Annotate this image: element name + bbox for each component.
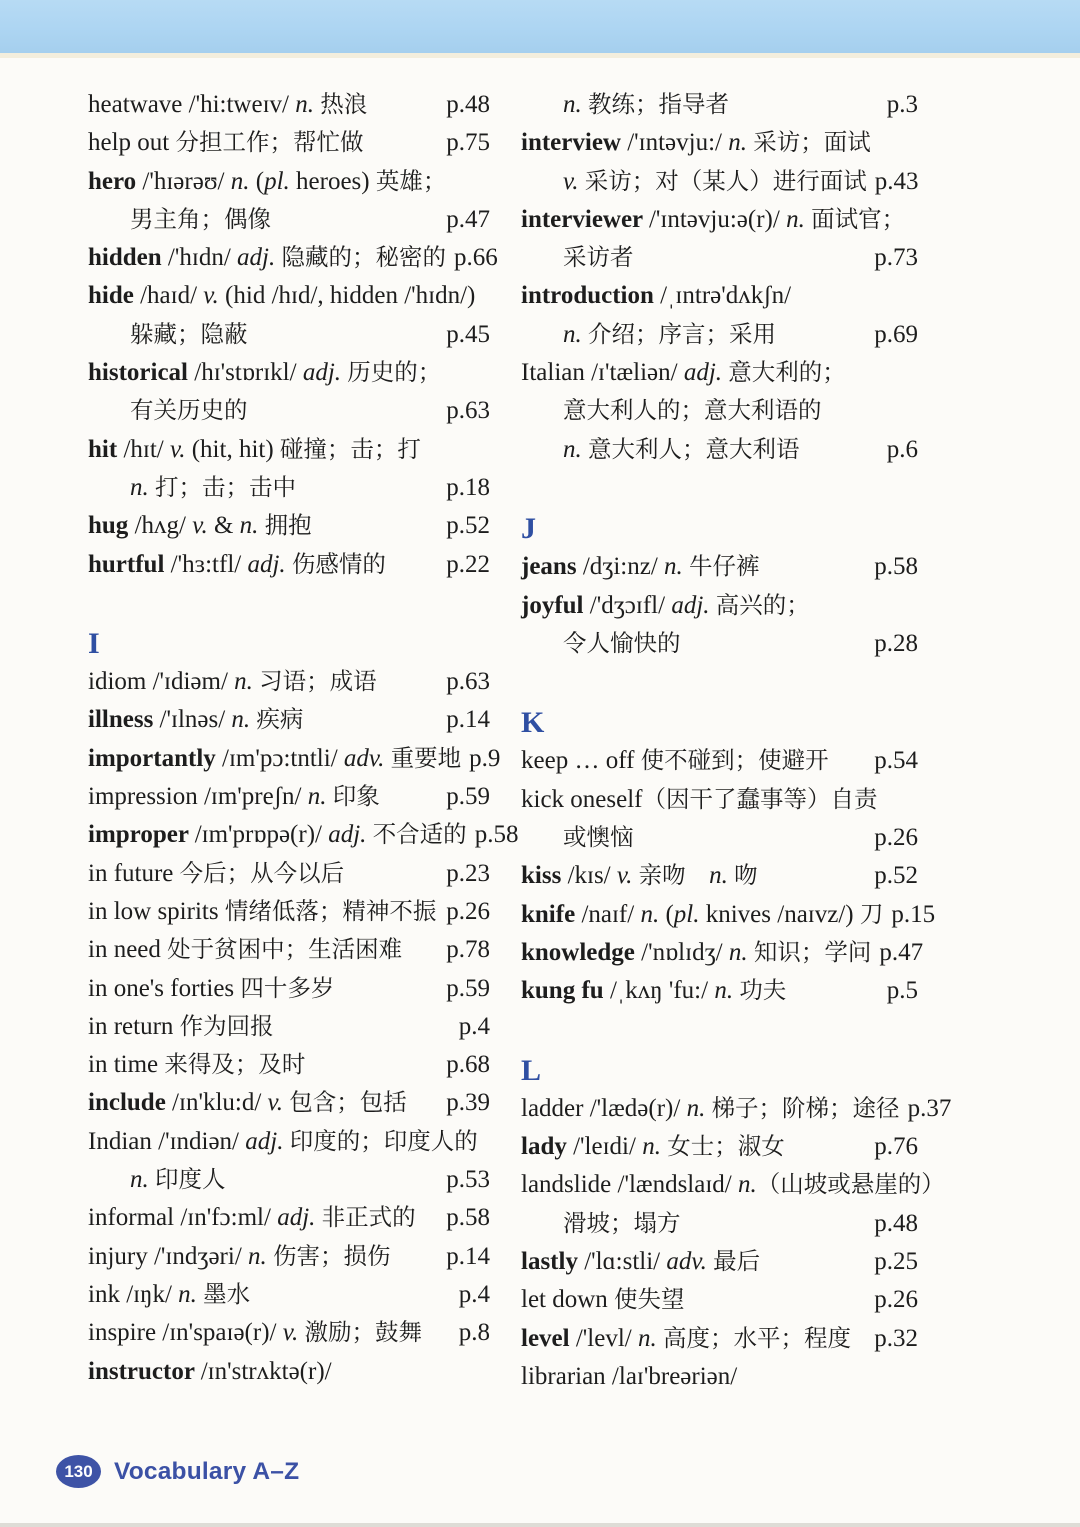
vocab-entry bbox=[521, 1358, 918, 1396]
entry-line bbox=[521, 857, 918, 895]
entry-line bbox=[521, 277, 918, 315]
page-ref: p.52 bbox=[874, 862, 918, 890]
entry-line bbox=[521, 354, 918, 392]
vocab-entry bbox=[521, 201, 918, 278]
section-heading-J: J bbox=[521, 511, 536, 545]
entry-text: instructor /ɪn'strʌktə(r)/ bbox=[88, 1357, 332, 1385]
entry-line bbox=[521, 1320, 918, 1358]
entry-line bbox=[521, 781, 918, 819]
entry-line bbox=[521, 163, 918, 201]
vocab-section-L bbox=[521, 1052, 952, 1397]
page-ref: p.73 bbox=[874, 244, 918, 272]
entry-line bbox=[521, 124, 918, 162]
page-ref: p.76 bbox=[874, 1133, 918, 1161]
page-ref: p.48 bbox=[446, 91, 490, 118]
page-ref: p.58 bbox=[446, 1204, 490, 1232]
vocab-entry bbox=[88, 239, 498, 277]
entry-text: v. 采访；对（某人）进行面试 bbox=[563, 167, 867, 195]
entry-line bbox=[521, 587, 918, 625]
page-ref: p.66 bbox=[453, 244, 498, 272]
entry-text: landslide /'lændslaɪd/ n.（山坡或悬崖的） bbox=[521, 1171, 945, 1199]
entry-line bbox=[88, 1084, 490, 1122]
entry-text: idiom /'ɪdiəm/ n. 习语；成语 bbox=[88, 668, 377, 696]
vocab-entry bbox=[88, 546, 490, 584]
entry-line bbox=[521, 548, 918, 586]
entry-line bbox=[88, 1123, 490, 1161]
entry-text: 滑坡；塌方 bbox=[563, 1210, 681, 1237]
entry-text: n. 介绍；序言；采用 bbox=[563, 320, 776, 348]
page-ref: p.4 bbox=[458, 1280, 490, 1308]
page-ref: p.53 bbox=[446, 1166, 490, 1194]
vocab-entry bbox=[88, 1046, 490, 1084]
entry-text: knowledge /'nɒlɪdʒ/ n. 知识；学问 bbox=[521, 938, 872, 966]
vocab-entry bbox=[521, 354, 918, 469]
entry-text: n. 印度人 bbox=[130, 1166, 226, 1194]
vocab-entry bbox=[88, 124, 490, 162]
entry-line bbox=[521, 431, 918, 469]
vocab-section-I bbox=[88, 625, 519, 1391]
section-heading-K: K bbox=[521, 706, 545, 740]
entry-text: knife /naɪf/ n. (pl. knives /naɪvz/) 刀 bbox=[521, 900, 884, 928]
page-ref: p.15 bbox=[891, 900, 936, 928]
entry-text: ladder /'lædə(r)/ n. 梯子；阶梯；途径 bbox=[521, 1094, 900, 1122]
right-column bbox=[521, 86, 952, 1396]
entry-line bbox=[521, 1358, 918, 1396]
entry-line bbox=[521, 86, 918, 124]
vocab-entry bbox=[521, 1166, 945, 1243]
entry-text: lastly /'lɑ:stli/ adv. 最后 bbox=[521, 1248, 761, 1276]
entry-line bbox=[88, 277, 490, 315]
vocab-entry bbox=[521, 896, 936, 934]
entry-text: include /ɪn'klu:d/ v. 包含；包括 bbox=[88, 1089, 407, 1117]
entry-line bbox=[88, 1353, 490, 1391]
entry-text: importantly /ɪm'pɔ:tntli/ adv. 重要地 bbox=[88, 744, 462, 772]
vocab-entry bbox=[521, 124, 918, 201]
page-ref: p.54 bbox=[874, 747, 918, 775]
entry-text: lady /'leɪdi/ n. 女士；淑女 bbox=[521, 1133, 785, 1161]
vocab-entry bbox=[88, 1276, 490, 1314]
entry-line bbox=[521, 239, 918, 277]
entry-line bbox=[521, 1243, 918, 1281]
entry-text: level /'levl/ n. 高度；水平；程度 bbox=[521, 1324, 851, 1352]
entry-line bbox=[88, 816, 519, 854]
page-ref: p.52 bbox=[446, 512, 490, 540]
page-top-band bbox=[0, 0, 1080, 58]
vocab-entry bbox=[88, 663, 490, 701]
entry-line bbox=[521, 972, 918, 1010]
vocab-section bbox=[88, 86, 498, 584]
entry-line bbox=[88, 507, 490, 545]
vocab-entry bbox=[521, 1128, 918, 1166]
entry-text: in low spirits 情绪低落；精神不振 bbox=[88, 897, 437, 925]
vocab-entry bbox=[88, 1199, 490, 1237]
vocab-entry bbox=[88, 778, 490, 816]
vocab-entry bbox=[88, 970, 490, 1008]
entry-text: n. 意大利人；意大利语 bbox=[563, 435, 800, 463]
vocab-entry bbox=[88, 1123, 490, 1200]
entry-text: hide /haɪd/ v. (hid /hɪd/, hidden /'hɪdn/) bbox=[88, 282, 476, 310]
entry-text: hurtful /'hɜ:tfl/ adj. 伤感情的 bbox=[88, 550, 386, 578]
entry-text: impression /ɪm'preʃn/ n. 印象 bbox=[88, 783, 380, 811]
entry-line bbox=[521, 1166, 945, 1204]
page-ref: p.3 bbox=[886, 91, 918, 118]
entry-line bbox=[88, 431, 490, 469]
vocab-entry bbox=[88, 701, 490, 739]
vocab-entry bbox=[521, 86, 918, 124]
vocab-entry bbox=[521, 1243, 918, 1281]
vocab-entry bbox=[521, 934, 924, 972]
entry-text: 或懊恼 bbox=[563, 825, 634, 852]
entry-text: in one's forties 四十多岁 bbox=[88, 974, 335, 1002]
entry-line bbox=[88, 740, 501, 778]
page-ref: p.45 bbox=[446, 320, 490, 348]
page-ref: p.63 bbox=[446, 397, 490, 425]
entry-text: ink /ɪŋk/ n. 墨水 bbox=[88, 1280, 251, 1308]
entry-text: in future 今后；从今以后 bbox=[88, 859, 345, 887]
entry-text: heatwave /'hi:tweɪv/ n. 热浪 bbox=[88, 91, 368, 118]
entry-text: illness /'ɪlnəs/ n. 疾病 bbox=[88, 706, 304, 734]
entry-text: interview /'ɪntəvju:/ n. 采访；面试 bbox=[521, 129, 871, 157]
page-ref: p.63 bbox=[446, 668, 490, 696]
entry-line bbox=[521, 1205, 918, 1243]
page-ref: p.37 bbox=[907, 1094, 952, 1122]
entry-line bbox=[88, 663, 490, 701]
page-ref: p.47 bbox=[446, 205, 490, 233]
page-ref: p.26 bbox=[446, 897, 490, 925]
entry-text: help out 分担工作；帮忙做 bbox=[88, 129, 364, 157]
page-ref: p.26 bbox=[874, 824, 918, 852]
page-bottom-edge bbox=[0, 1523, 1080, 1527]
vocab-entry bbox=[88, 931, 490, 969]
entry-line bbox=[88, 354, 490, 392]
entry-text: 采访者 bbox=[563, 245, 634, 272]
entry-text: Indian /'ɪndiən/ adj. 印度的；印度人的 bbox=[88, 1127, 478, 1155]
page-ref: p.28 bbox=[874, 629, 918, 657]
entry-line bbox=[88, 893, 490, 931]
entry-text: interviewer /'ɪntəvju:ə(r)/ n. 面试官； bbox=[521, 205, 906, 233]
entry-line bbox=[88, 1046, 490, 1084]
page-ref: p.68 bbox=[446, 1051, 490, 1079]
left-column bbox=[88, 86, 519, 1396]
entry-text: jeans /dʒi:nz/ n. 牛仔裤 bbox=[521, 553, 760, 581]
vocab-entry bbox=[88, 740, 501, 778]
page-ref: p.69 bbox=[874, 320, 918, 348]
page-ref: p.59 bbox=[446, 974, 490, 1002]
vocab-entry bbox=[521, 1320, 918, 1358]
entry-text: 有关历史的 bbox=[130, 398, 248, 425]
entry-text: librarian /laɪ'breəriən/ bbox=[521, 1362, 738, 1390]
vocab-section-J bbox=[521, 510, 918, 663]
entry-line bbox=[521, 896, 936, 934]
entry-text: kung fu /ˌkʌŋ 'fu:/ n. 功夫 bbox=[521, 977, 787, 1005]
vocab-entry bbox=[88, 1008, 490, 1046]
entry-line bbox=[88, 1276, 490, 1314]
entry-line bbox=[88, 239, 498, 277]
vocab-entry bbox=[88, 1314, 490, 1352]
entry-text: n. 教练；指导者 bbox=[563, 91, 729, 118]
page-ref: p.5 bbox=[886, 977, 918, 1005]
entry-line bbox=[88, 546, 490, 584]
entry-text: in return 作为回报 bbox=[88, 1012, 274, 1040]
entry-text: kick oneself（因干了蠢事等）自责 bbox=[521, 785, 878, 813]
entry-line bbox=[88, 1008, 490, 1046]
page-footer bbox=[56, 1455, 299, 1488]
vocab-section bbox=[521, 86, 918, 469]
vocab-entry bbox=[521, 1090, 952, 1128]
page-ref: p.8 bbox=[458, 1319, 490, 1347]
vocab-entry bbox=[88, 354, 490, 431]
section-heading-L: L bbox=[521, 1053, 542, 1087]
entry-text: hit /hɪt/ v. (hit, hit) 碰撞；击；打 bbox=[88, 435, 421, 463]
entry-line bbox=[521, 1281, 918, 1319]
entry-text: 男主角；偶像 bbox=[130, 206, 271, 233]
vocab-entry bbox=[521, 781, 918, 858]
entry-line bbox=[88, 778, 490, 816]
page-ref: p.39 bbox=[446, 1089, 490, 1117]
entry-line bbox=[521, 392, 918, 430]
page-ref: p.14 bbox=[446, 1242, 490, 1270]
page-ref: p.6 bbox=[886, 435, 918, 463]
entry-line bbox=[521, 316, 918, 354]
entry-text: informal /ɪn'fɔ:ml/ adj. 非正式的 bbox=[88, 1204, 416, 1232]
vocab-entry bbox=[88, 1084, 490, 1122]
entry-text: in need 处于贫困中；生活困难 bbox=[88, 936, 403, 964]
entry-text: joyful /'dʒɔɪfl/ adj. 高兴的； bbox=[521, 591, 810, 619]
entry-text: inspire /ɪn'spaɪə(r)/ v. 激励；鼓舞 bbox=[88, 1319, 422, 1347]
entry-text: keep … off 使不碰到；使避开 bbox=[521, 747, 829, 775]
entry-line bbox=[88, 1238, 490, 1276]
entry-text: hidden /'hɪdn/ adj. 隐藏的；秘密的 bbox=[88, 244, 446, 272]
entry-line bbox=[88, 469, 490, 507]
page-ref: p.78 bbox=[446, 936, 490, 964]
entry-text: introduction /ˌɪntrə'dʌkʃn/ bbox=[521, 282, 792, 310]
vocab-entry bbox=[88, 1238, 490, 1276]
vocab-entry bbox=[521, 277, 918, 354]
entry-text: historical /hɪ'stɒrɪkl/ adj. 历史的； bbox=[88, 359, 442, 387]
page-ref: p.58 bbox=[474, 821, 519, 849]
page-ref: p.58 bbox=[874, 553, 918, 581]
page-ref: p.48 bbox=[874, 1209, 918, 1237]
entry-line bbox=[88, 1161, 490, 1199]
entry-line bbox=[88, 970, 490, 1008]
entry-text: in time 来得及；及时 bbox=[88, 1051, 306, 1079]
page-ref: p.23 bbox=[446, 859, 490, 887]
section-heading-I: I bbox=[88, 626, 100, 660]
entry-text: n. 打；击；击中 bbox=[130, 473, 296, 501]
entry-text: let down 使失望 bbox=[521, 1286, 685, 1314]
page-ref: p.22 bbox=[446, 550, 490, 578]
entry-line bbox=[88, 124, 490, 162]
entry-line bbox=[88, 1314, 490, 1352]
entry-line bbox=[521, 742, 918, 780]
vocab-entry bbox=[521, 857, 918, 895]
entry-line bbox=[88, 1199, 490, 1237]
page-ref: p.14 bbox=[446, 706, 490, 734]
entry-text: improper /ɪm'prɒpə(r)/ adj. 不合适的 bbox=[88, 821, 467, 849]
vocabulary-columns bbox=[88, 86, 952, 1396]
entry-line bbox=[88, 392, 490, 430]
entry-line bbox=[521, 1128, 918, 1166]
entry-line bbox=[521, 819, 918, 857]
entry-line bbox=[88, 201, 490, 239]
entry-line bbox=[88, 163, 490, 201]
vocab-entry bbox=[88, 431, 490, 508]
page-ref: p.32 bbox=[874, 1324, 918, 1352]
vocab-entry bbox=[521, 587, 918, 664]
page-ref: p.9 bbox=[469, 744, 501, 772]
page-number: 130 bbox=[64, 1461, 93, 1481]
page-ref: p.59 bbox=[446, 783, 490, 811]
entry-line bbox=[88, 316, 490, 354]
page-ref: p.25 bbox=[874, 1248, 918, 1276]
entry-line bbox=[88, 701, 490, 739]
footer-section-title: Vocabulary A–Z bbox=[114, 1457, 300, 1485]
entry-text: kiss /kɪs/ v. 亲吻 n. 吻 bbox=[521, 862, 758, 890]
entry-line bbox=[521, 1090, 952, 1128]
vocab-entry bbox=[88, 163, 490, 240]
entry-text: hero /'hɪərəʊ/ n. (pl. heroes) 英雄； bbox=[88, 167, 447, 195]
entry-line bbox=[88, 86, 490, 124]
entry-line bbox=[88, 855, 490, 893]
entry-text: 令人愉快的 bbox=[563, 630, 681, 657]
page-ref: p.26 bbox=[874, 1286, 918, 1314]
page-ref: p.43 bbox=[874, 167, 919, 195]
vocab-entry bbox=[88, 893, 490, 931]
page-number-badge bbox=[56, 1455, 101, 1488]
vocab-entry bbox=[521, 742, 918, 780]
vocab-entry bbox=[521, 548, 918, 586]
vocab-entry bbox=[521, 1281, 918, 1319]
vocab-entry bbox=[88, 86, 490, 124]
vocab-entry bbox=[88, 855, 490, 893]
vocab-entry bbox=[521, 972, 918, 1010]
entry-text: injury /'ɪndʒəri/ n. 伤害；损伤 bbox=[88, 1242, 391, 1270]
vocab-entry bbox=[88, 1353, 490, 1391]
entry-text: 躲藏；隐蔽 bbox=[130, 321, 248, 348]
entry-text: Italian /ɪ'tæliən/ adj. 意大利的； bbox=[521, 359, 846, 387]
entry-line bbox=[88, 931, 490, 969]
entry-line bbox=[521, 625, 918, 663]
vocab-entry bbox=[88, 816, 519, 854]
vocab-entry bbox=[88, 507, 490, 545]
page-ref: p.4 bbox=[458, 1012, 490, 1040]
entry-text: hug /hʌg/ v. & n. 拥抱 bbox=[88, 512, 312, 540]
entry-line bbox=[521, 934, 924, 972]
page-ref: p.75 bbox=[446, 129, 490, 157]
vocab-section-K bbox=[521, 704, 936, 1010]
page-ref: p.18 bbox=[446, 473, 490, 501]
entry-line bbox=[521, 201, 918, 239]
vocab-entry bbox=[88, 277, 490, 354]
entry-text: 意大利人的；意大利语的 bbox=[563, 398, 822, 425]
page-ref: p.47 bbox=[879, 938, 924, 966]
